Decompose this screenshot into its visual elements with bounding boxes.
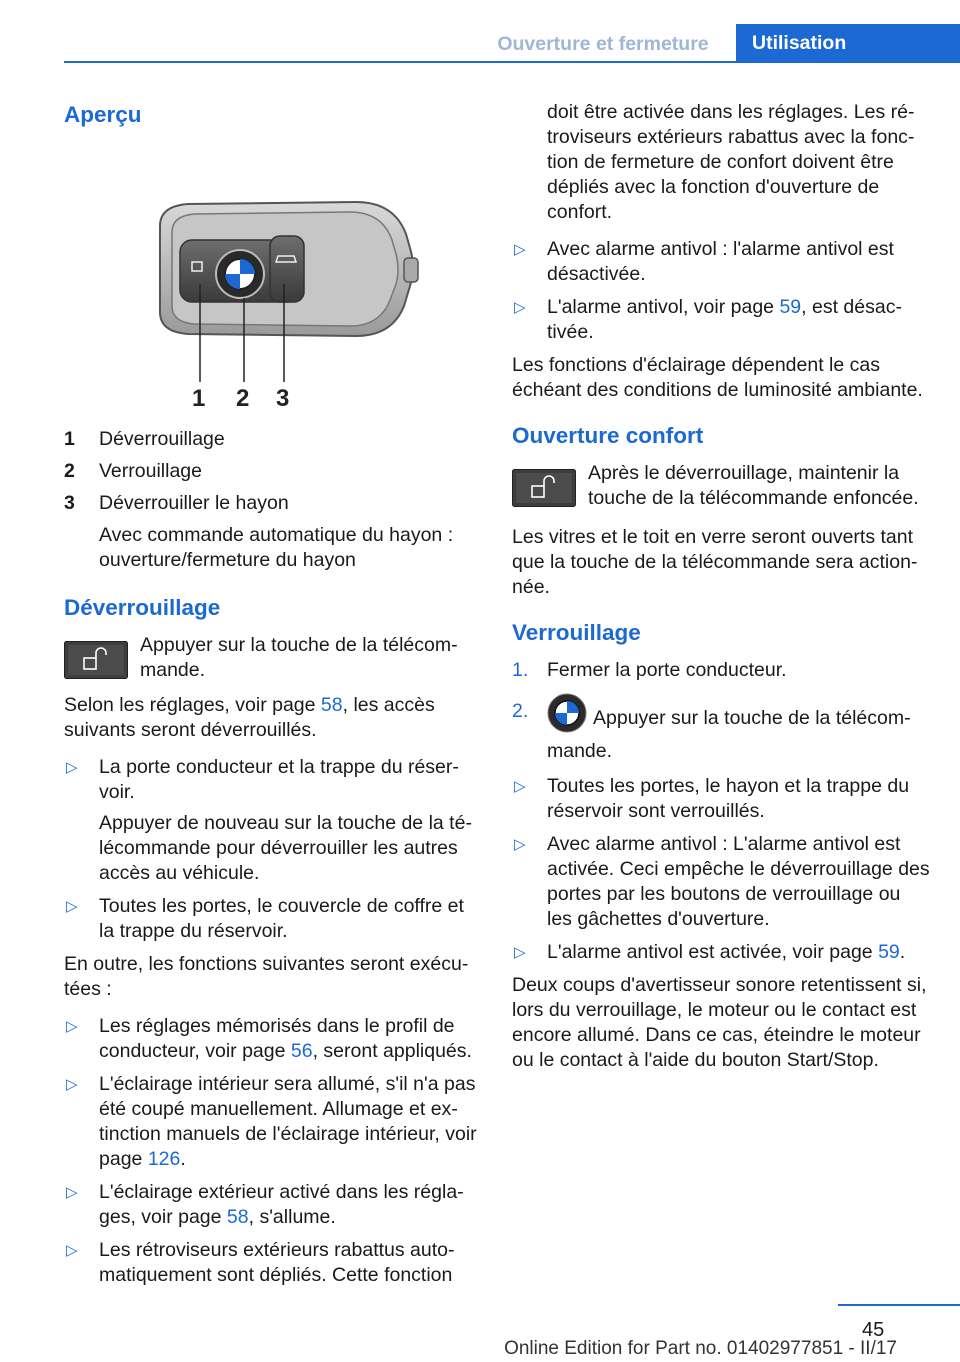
list-item [512,658,930,683]
unlock-instruction [64,633,482,683]
unlock-button-icon [64,641,128,679]
callout-2: 2 [236,385,250,412]
heading-ouverture-confort: Ouverture confort [512,423,704,448]
text: Selon les réglages, voir page [64,694,321,716]
page-link[interactable]: 59 [779,296,802,318]
step-number: 1. [512,659,529,681]
comfort-icon-text: Après le déverrouillage, maintenir la touche de la télécommande enfoncée. [588,462,919,509]
step-text: Fermer la porte conducteur. [547,659,787,681]
list-item [64,1180,482,1230]
continued-text: doit être activée dans les réglages. Les rétroviseurs extérieurs rabattus avec la fonction de fermeture de confort doivent être dépliés avec la fonction d'ouverture de confort. [547,101,915,223]
function-bullets [64,1014,482,1288]
list-item: ▷ Avec alarme antivol : l'alarme antivol est désactivée. [512,237,930,287]
unlock-button-icon [512,469,576,507]
legend-text: Verrouillage [99,460,202,482]
list-item [512,699,930,764]
unlock-icon-text: Appuyer sur la touche de la télécommande. [140,634,458,681]
text: Les réglages mémorisés dans le profil de conducteur, voir page [99,1015,455,1062]
page-link[interactable]: 56 [290,1040,313,1062]
header-section-title: Ouverture et fermeture [497,33,709,55]
header-chapter-tab: Utilisation [736,24,960,62]
list-item [64,1014,482,1064]
legend-number: 1 [64,428,75,450]
list-item: ▷ Toutes les portes, le hayon et la trappe du réservoir sont verrouillés. [512,774,930,824]
key-fob-illustration [64,144,482,414]
heading-verrouillage: Verrouillage [512,620,641,645]
text: L'alarme antivol est activée, voir page [547,941,879,963]
text: L'alarme antivol, voir page [547,296,780,318]
lock-steps [512,658,930,764]
step-text: Appuyer sur la touche de la télécommande. [547,707,911,762]
comfort-instruction [512,461,930,511]
footer-rule [838,1304,960,1306]
callout-3: 3 [276,385,290,412]
legend-text: Déverrouiller le hayon [99,492,289,514]
step-number: 2. [512,700,529,722]
header-rule [64,61,960,63]
list-item: ▷ Les rétroviseurs extérieurs rabattus automatiquement sont dépliés. Cette fonction [64,1238,482,1288]
legend-item [64,427,482,452]
text: L'éclairage intérieur sera allumé, s'il n'a pas été coupé manuellement. Allumage et extinction manuels de l'éclairage intérieur, voir page [99,1073,477,1170]
further-paragraph: En outre, les fonctions suivantes seront exécutées : [64,953,469,1000]
legend-note: Avec commande automatique du hayon : ouverture/fermeture du hayon [99,524,454,571]
horn-paragraph: Deux coups d'avertisseur sonore retentissent si, lors du verrouillage, le moteur ou le contact est encore allumé. Dans ce cas, éteindre le moteur ou le contact à l'aide du bouton Start/Stop. [512,974,927,1071]
lighting-paragraph: Les fonctions d'éclairage dépendent le cas échéant des conditions de luminosité ambiante. [512,354,923,401]
right-column [512,100,930,1085]
legend-number: 3 [64,492,75,514]
list-item: ▷ Toutes les portes, le couvercle de coffre et la trappe du réservoir. [64,894,482,944]
text: L'éclairage extérieur activé dans les réglages, voir page [99,1181,464,1228]
comfort-paragraph: Les vitres et le toit en verre seront ouverts tant que la touche de la télécommande sera actionnée. [512,526,918,598]
page-link[interactable]: 58 [320,694,343,716]
page-link[interactable]: 58 [226,1206,249,1228]
legend-text: Déverrouillage [99,428,225,450]
bullet-text: Appuyer de nouveau sur la touche de la télécommande pour déverrouiller les autres accès au véhicule. [99,812,472,884]
page-link[interactable]: 126 [147,1148,181,1170]
legend-number: 2 [64,460,75,482]
text: , les accès suivants seront déverrouillés. [64,694,435,741]
lock-bullets [512,774,930,965]
bmw-logo-icon [547,693,587,733]
list-item [64,755,482,886]
heading-apercu: Aperçu [64,102,142,127]
legend-item [64,459,482,484]
bullet-text: ▷ La porte conducteur et la trappe du réservoir. [99,756,459,803]
left-column [64,100,482,1296]
list-item [64,1072,482,1172]
unlock-bullets [64,755,482,944]
alarm-bullets [512,237,930,345]
list-item [512,295,930,345]
legend-item [64,491,482,516]
page-header [0,0,960,60]
text: . [899,941,906,963]
callout-1: 1 [192,385,206,412]
text: , s'allume. [248,1206,336,1228]
heading-deverrouillage: Déverrouillage [64,595,221,620]
list-item: ▷ Avec alarme antivol : L'alarme antivol est activée. Ceci empêche le déverrouillage des portes par les boutons de verrouillage ou les gâchettes d'ouverture. [512,832,930,932]
text: , seront appliqués. [312,1040,472,1062]
text: . [180,1148,186,1170]
page-number: 45 [862,1319,885,1341]
list-item [512,940,930,965]
edition-footer: Online Edition for Part no. 01402977851 - II/17 [504,1338,897,1359]
text: , est désactivée. [547,296,902,343]
settings-paragraph [64,693,482,743]
page-link[interactable]: 59 [878,941,900,963]
